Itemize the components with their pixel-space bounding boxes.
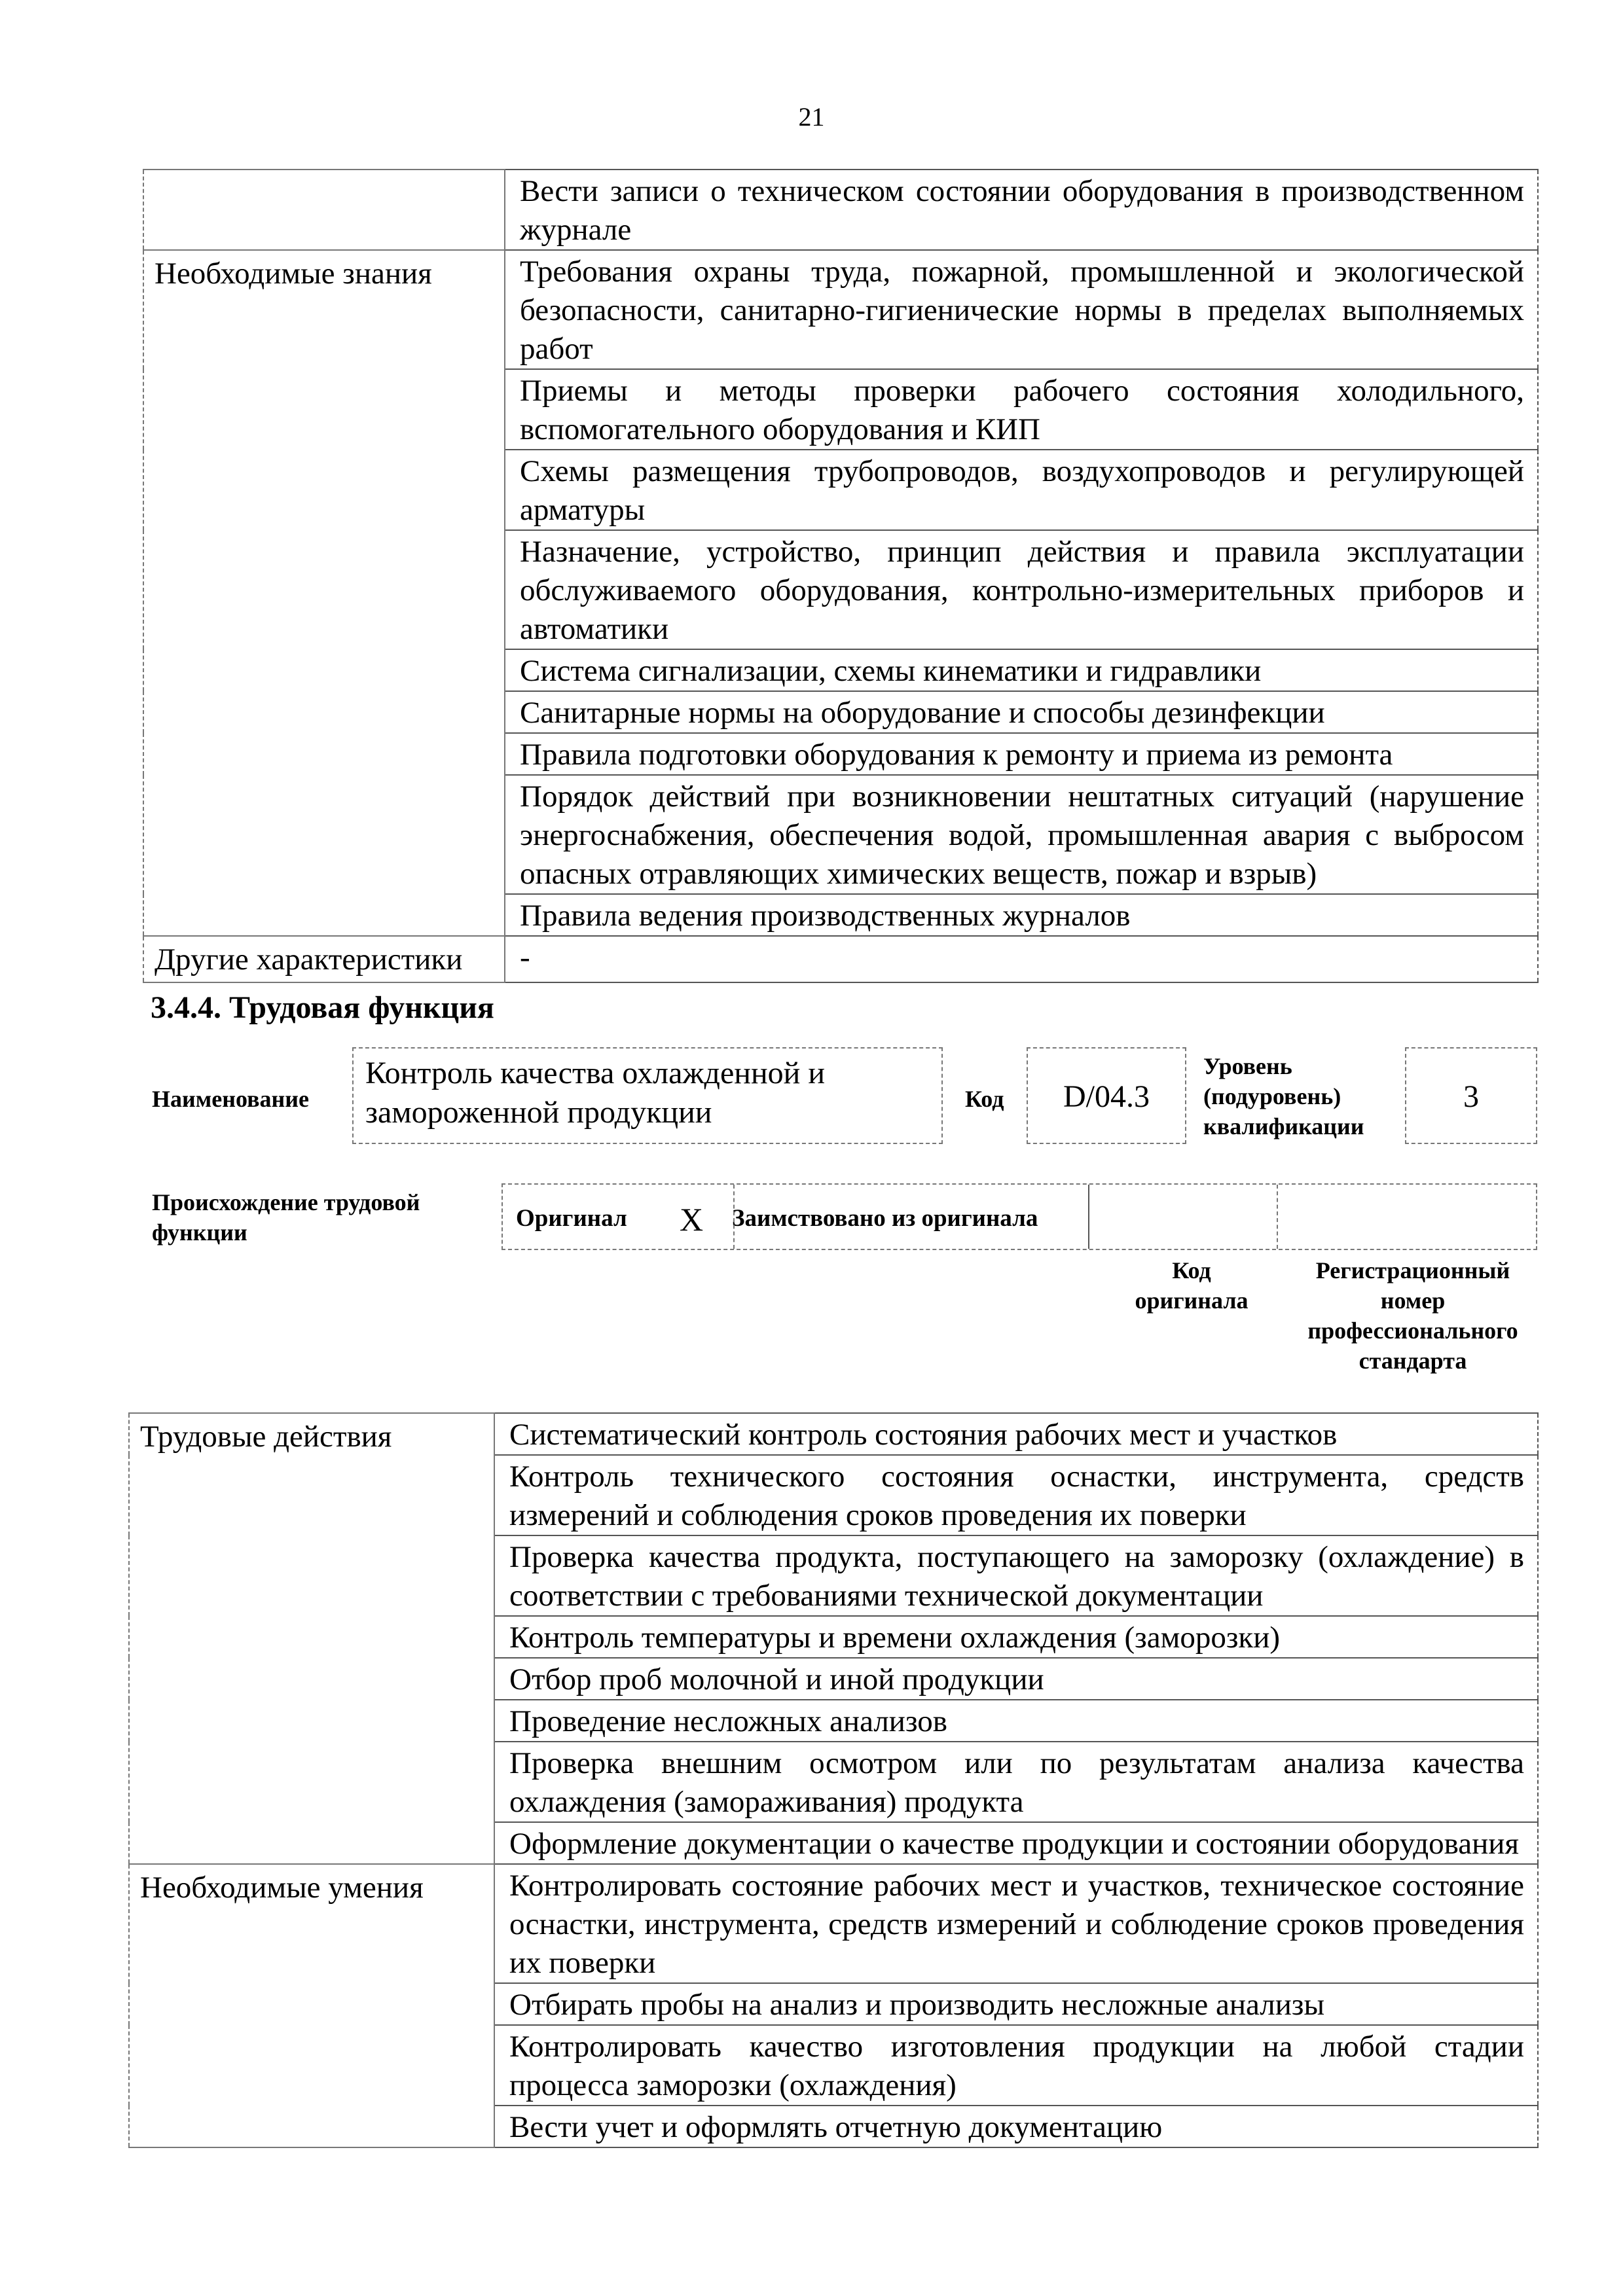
table-row <box>143 170 1538 250</box>
row-item: Проверка качества продукта, поступающего на заморозку (охлаждение) в соответствии с требованиями технической документации <box>494 1535 1538 1616</box>
row-item: - <box>505 936 1538 982</box>
row-item: Вести записи о техническом состоянии оборудования в производственном журнале <box>505 170 1538 250</box>
divider <box>733 1185 735 1249</box>
section-heading: 3.4.4. Трудовая функция <box>151 990 494 1025</box>
row-label: Необходимые умения <box>129 1864 494 2147</box>
table-row <box>129 1864 1538 1983</box>
row-item: Контроль технического состояния оснастки, инструмента, средств измерений и соблюдения сроков проведения их поверки <box>494 1455 1538 1535</box>
divider <box>1277 1185 1278 1249</box>
table-row <box>143 250 1538 369</box>
row-item: Назначение, устройство, принцип действия и правила эксплуатации обслуживаемого оборудования, контрольно-измерительных приборов и автоматики <box>505 530 1538 649</box>
row-item: Санитарные нормы на оборудование и способы дезинфекции <box>505 691 1538 733</box>
row-item: Контролировать состояние рабочих мест и участков, техническое состояние оснастки, инструмента, средств измерений и соблюдение сроков проведения их поверки <box>494 1864 1538 1983</box>
origin-label: Происхождение трудовой функции <box>152 1189 420 1246</box>
row-item: Порядок действий при возникновении нештатных ситуаций (нарушение энергоснабжения, обеспечения водой, промышленная авария с выбросом опасных отравляющих химических веществ, пожар и взрыв) <box>505 775 1538 894</box>
function-name-line-2: замороженной продукции <box>365 1095 712 1130</box>
row-item: Правила ведения производственных журналов <box>505 894 1538 936</box>
row-item: Схемы размещения трубопроводов, воздухопроводов и регулирующей арматуры <box>505 450 1538 530</box>
row-label: Необходимые знания <box>143 250 505 936</box>
origin-row <box>501 1183 1537 1250</box>
level-label: Уровень (подуровень) квалификации <box>1203 1053 1364 1139</box>
divider <box>1088 1185 1089 1249</box>
row-item: Требования охраны труда, пожарной, промышленной и экологической безопасности, санитарно-гигиенические нормы в пределах выполняемых работ <box>505 250 1538 369</box>
row-item: Приемы и методы проверки рабочего состояния холодильного, вспомогательного оборудования и КИП <box>505 369 1538 450</box>
table-row <box>129 1413 1538 1455</box>
row-label <box>143 170 505 250</box>
original-code-caption: Код оригинала <box>1135 1257 1249 1314</box>
registration-number-caption: Регистрационный номер профессионального стандарта <box>1307 1257 1518 1374</box>
borrowed-label: Заимствовано из оригинала <box>732 1205 1038 1232</box>
row-item: Вести учет и оформлять отчетную документацию <box>494 2106 1538 2147</box>
actions-skills-table <box>128 1412 1539 2148</box>
row-item: Система сигнализации, схемы кинематики и гидравлики <box>505 649 1538 691</box>
code-value: D/04.3 <box>1063 1079 1150 1114</box>
original-mark: X <box>680 1201 704 1238</box>
knowledge-table <box>143 169 1539 983</box>
row-item: Контролировать качество изготовления продукции на любой стадии процесса заморозки (охлаждения) <box>494 2025 1538 2106</box>
row-item: Проверка внешним осмотром или по результатам анализа качества охлаждения (замораживания) продукта <box>494 1742 1538 1822</box>
row-label: Трудовые действия <box>129 1413 494 1864</box>
row-item: Систематический контроль состояния рабочих мест и участков <box>494 1413 1538 1455</box>
row-item: Контроль температуры и времени охлаждения (заморозки) <box>494 1616 1538 1658</box>
row-item: Оформление документации о качестве продукции и состоянии оборудования <box>494 1822 1538 1864</box>
name-label: Наименование <box>152 1086 309 1112</box>
level-box <box>1405 1047 1537 1144</box>
row-item: Проведение несложных анализов <box>494 1700 1538 1742</box>
row-item: Отбор проб молочной и иной продукции <box>494 1658 1538 1700</box>
row-item: Отбирать пробы на анализ и производить несложные анализы <box>494 1983 1538 2025</box>
code-label: Код <box>965 1086 1004 1112</box>
row-label: Другие характеристики <box>143 936 505 982</box>
row-item: Правила подготовки оборудования к ремонту и приема из ремонта <box>505 733 1538 775</box>
level-value: 3 <box>1463 1079 1479 1114</box>
code-box <box>1027 1047 1186 1144</box>
table-row <box>143 936 1538 982</box>
page-number: 21 <box>798 102 825 132</box>
function-name-box <box>352 1047 943 1144</box>
function-name-line-1: Контроль качества охлажденной и <box>365 1056 826 1090</box>
original-label: Оригинал <box>516 1205 627 1232</box>
